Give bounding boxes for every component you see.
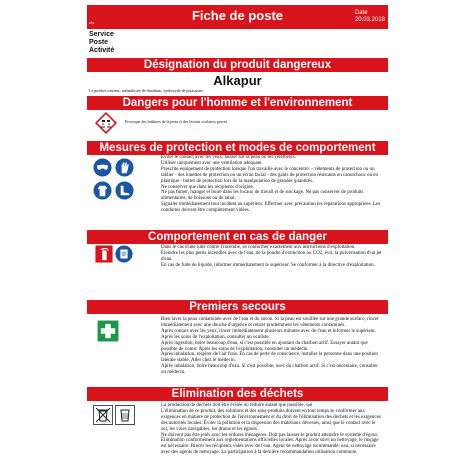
product-content: Le produit contient: métasilicate de disodium, hydroxyde de potassium bbox=[89, 88, 203, 93]
field-poste: Poste bbox=[89, 39, 109, 46]
first-aid-line: Après inhalation, respirer de l'air frais. En cas de perte de conscience, installer la personne dans une position latérale stable. Aller chez le médecin. bbox=[161, 352, 378, 364]
header-tiny-text: cls bbox=[89, 20, 94, 25]
sheet-title: Fiche de poste bbox=[191, 8, 284, 23]
designation-band: Désignation du produit dangereux bbox=[87, 58, 388, 72]
date-value: 20.03.2018 bbox=[354, 17, 385, 23]
crossed-bin-icon bbox=[93, 405, 113, 425]
danger-case-band: Comportement en cas de danger bbox=[87, 230, 388, 244]
first-aid-line: Bien laver la peau contaminée avec de l'eau et du savon. Si la peau est souillée sur une grande surface, rincer immédiatement avec une douche d'urgence et retirer prudemment les vêtements contaminés. bbox=[161, 317, 379, 328]
protection-text-line: Signaler immédiatement tout incident au supérieur. Effectuer avec précaution les réparations appropriées. Les conduites doivent être complètement vidées. bbox=[161, 202, 381, 214]
protection-text-line: Prescrite équipement de protection lorsque l'on travaille avec le concentré: - vêtements de protection ou un tablier - des lunettes de protection ou un écran facial - des gants de protection résistants en caoutchouc ou en plastique - bottes de protection lors de la manipulation de grandes quantités. bbox=[161, 166, 379, 184]
job-fields bbox=[89, 31, 114, 55]
protection-text-line: Éviter le contact avec les yeux, laisser sur la peau ou les vêtements. bbox=[161, 155, 296, 160]
instruction-icon bbox=[115, 245, 133, 263]
extinguisher-icon bbox=[95, 245, 113, 263]
protection-text bbox=[161, 155, 383, 214]
disposal-icon bbox=[115, 405, 135, 425]
sheet-header bbox=[87, 5, 388, 29]
product-name: Alkapur bbox=[213, 73, 262, 88]
field-service: Service bbox=[89, 31, 114, 38]
disposal-line: La production de déchets doit être évitée ou réduire autant que possible, qui bbox=[161, 403, 313, 408]
disposal-band: Elimination des déchets bbox=[87, 387, 388, 401]
first-aid-line: Après ingestion, boire beaucoup d'eau, si c'est possible en ajoutant du charbon actif. Essayer autant que possible de vomir. Après les soins de l'exploitation, consulter un médecin. bbox=[161, 340, 368, 352]
hand-protection-icon bbox=[115, 158, 134, 177]
protective-clothing-icon bbox=[93, 181, 112, 200]
protection-text-line: Ne conserver que dans les récipients d'origine. bbox=[161, 184, 254, 190]
disposal-line: Ne doivent pas être jetés avec les ordures ménagères. Doit pas laisser le produit atteindre le système d'égout. Élimination conformément aux réglementations officielles locales. Après avoir suivi un nettoyage, le rinçage est nécessaire. Rincer les récipients vides avec de l'eau. Agent de nettoyage recommandé: eau, si nécessaire avec des agents de nettoyage. La participation à la dernière recommandation utilisation commune. bbox=[161, 432, 379, 456]
ghs05-corrosive-icon bbox=[95, 112, 117, 134]
foot-protection-icon bbox=[115, 181, 134, 200]
first-aid-text bbox=[161, 317, 383, 376]
first-aid-line: Après inhalation, boire beaucoup d'eau. Si c'est possible, avec du charbon actif. Si c'est nécessaire, consulter un médecin. bbox=[161, 364, 378, 376]
danger-case-line: Éteindre les plus petits incendies avec de l'eau, de la poudre d'extinction ou CO2, évit. la pulvérisation d'un jet d'eau. bbox=[161, 250, 382, 262]
first-aid-line: Après contact avec les yeux, rincer immédiatement plusieurs minutes avec de l'eau et informer le supérieur. Après les soins de l'exploitation, consulter un oculiste. bbox=[161, 328, 376, 340]
danger-case-line: En cas de fuite de liquide, informer immédiatement le supérieur. Se conformer à la directive d'exploitation. bbox=[161, 262, 375, 268]
eye-protection-icon bbox=[93, 158, 112, 177]
field-activite: Activité bbox=[89, 47, 115, 54]
first-aid-band: Premiers secours bbox=[87, 300, 388, 314]
first-aid-icon bbox=[97, 320, 119, 342]
disposal-text bbox=[161, 403, 383, 456]
protection-text-line: Utiliser uniquement avec une ventilation adéquate. bbox=[161, 160, 263, 166]
date-block bbox=[355, 10, 385, 24]
danger-case-line: Dans le cas d'une lutte contre l'incendie, se conformer exactement aux instructions d'exploitation. bbox=[161, 245, 356, 250]
date-label: Date bbox=[354, 10, 368, 16]
dangers-band: Dangers pour l'homme et l'environnement bbox=[87, 96, 388, 110]
danger-case-text bbox=[161, 245, 383, 269]
protection-band: Mesures de protection et modes de comportement bbox=[87, 141, 388, 155]
disposal-line: L'élimination de ce produit, des solutions et des sous-produits doivent en tout temps se conformer aux exigences en matière de protection de l'environnement et du droit de l'élimination des déchets et les exigences des autorités locales. Éviter la pollution et la dispersion des matériaux déversés, ainsi que le contact avec le sol, les voies navigables, les drains et les égouts. bbox=[161, 408, 381, 432]
safety-sheet bbox=[87, 5, 388, 469]
dangers-text: Provoque des brûlures de la peau et des lésions oculaires graves. bbox=[125, 119, 229, 124]
protection-text-line: Ne pas fumer, manger et boire dans les locaux de travail et de stockage. Ne pas conserver de produits alimentaires, de boissons ou de tabac. bbox=[161, 190, 364, 202]
